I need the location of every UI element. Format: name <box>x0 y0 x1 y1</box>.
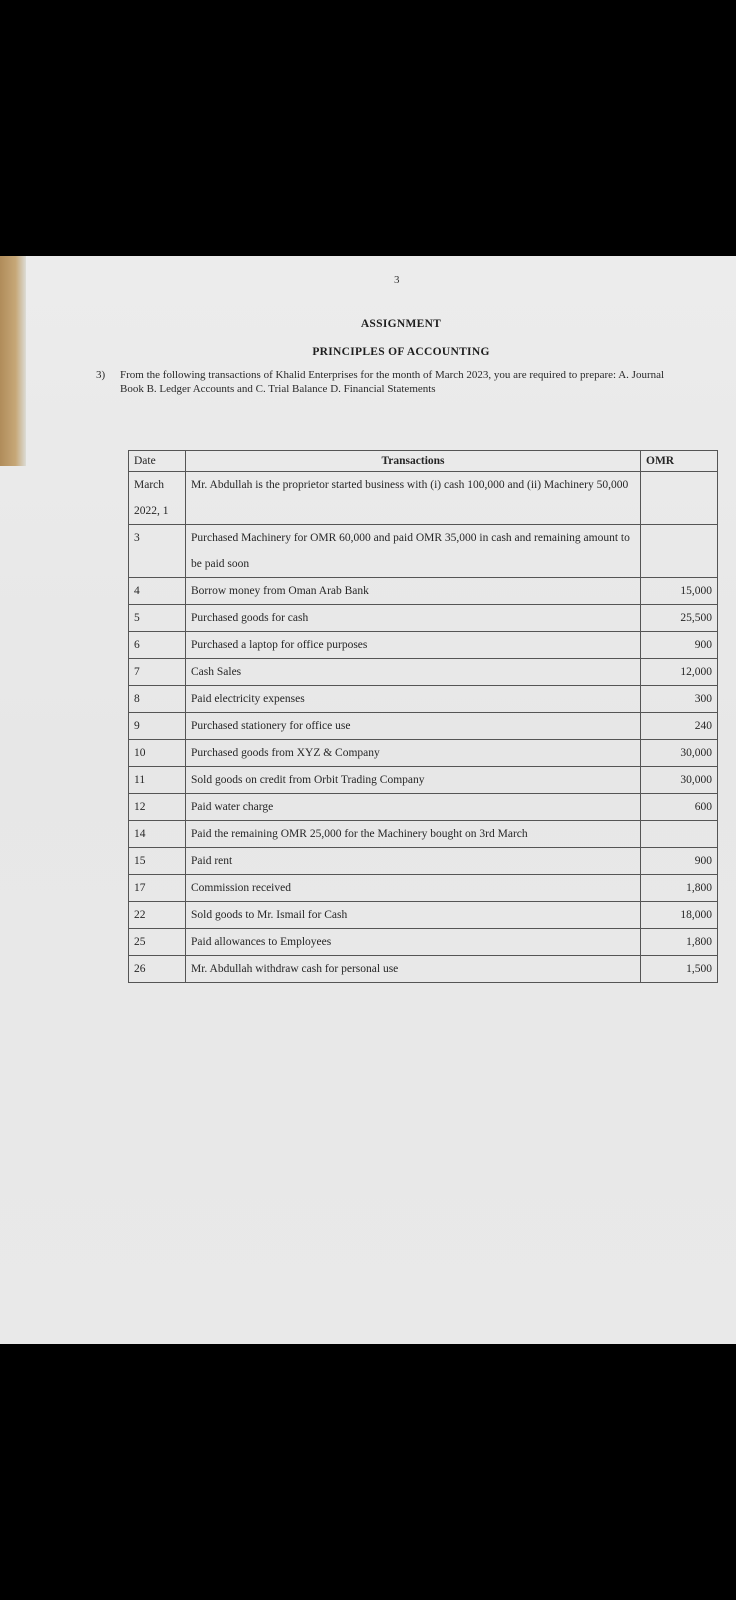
row-date: March 2022, 1 <box>129 472 186 525</box>
row-amount: 1,800 <box>641 875 718 902</box>
assignment-page <box>0 256 736 1344</box>
row-description: Purchased goods from XYZ & Company <box>186 740 641 767</box>
table-row <box>129 821 718 848</box>
row-description: Sold goods to Mr. Ismail for Cash <box>186 902 641 929</box>
row-description: Paid electricity expenses <box>186 686 641 713</box>
row-date: 14 <box>129 821 186 848</box>
table-row <box>129 794 718 821</box>
transactions-table <box>128 450 718 983</box>
row-date: 15 <box>129 848 186 875</box>
row-description: Purchased a laptop for office purposes <box>186 632 641 659</box>
row-description: Sold goods on credit from Orbit Trading Company <box>186 767 641 794</box>
row-date: 7 <box>129 659 186 686</box>
question-number: 3) <box>96 369 106 381</box>
table-row <box>129 578 718 605</box>
amount-header: OMR <box>641 451 718 472</box>
row-amount: 15,000 <box>641 578 718 605</box>
row-amount: 30,000 <box>641 767 718 794</box>
table-row <box>129 659 718 686</box>
row-description: Purchased goods for cash <box>186 605 641 632</box>
table-row <box>129 848 718 875</box>
table-row <box>129 929 718 956</box>
row-description: Cash Sales <box>186 659 641 686</box>
row-description: Paid the remaining OMR 25,000 for the Machinery bought on 3rd March <box>186 821 641 848</box>
row-date: 12 <box>129 794 186 821</box>
row-date: 9 <box>129 713 186 740</box>
row-description: Mr. Abdullah is the proprietor started business with (i) cash 100,000 and (ii) Machinery 50,000 <box>186 472 641 525</box>
assignment-title: ASSIGNMENT <box>360 318 442 330</box>
row-amount: 12,000 <box>641 659 718 686</box>
row-date: 22 <box>129 902 186 929</box>
row-amount: 1,500 <box>641 956 718 983</box>
row-amount: 1,800 <box>641 929 718 956</box>
table-row <box>129 902 718 929</box>
table-row <box>129 956 718 983</box>
table-row <box>129 525 718 578</box>
row-amount <box>641 821 718 848</box>
row-amount <box>641 525 718 578</box>
row-description: Mr. Abdullah withdraw cash for personal use <box>186 956 641 983</box>
row-amount <box>641 472 718 525</box>
row-description: Paid allowances to Employees <box>186 929 641 956</box>
row-amount: 25,500 <box>641 605 718 632</box>
row-description: Borrow money from Oman Arab Bank <box>186 578 641 605</box>
row-description: Paid water charge <box>186 794 641 821</box>
row-date: 3 <box>129 525 186 578</box>
table-row <box>129 686 718 713</box>
row-date: 10 <box>129 740 186 767</box>
table-row <box>129 740 718 767</box>
row-amount: 900 <box>641 848 718 875</box>
row-amount: 300 <box>641 686 718 713</box>
question-text: From the following transactions of Khalid Enterprises for the month of March 2023, you are required to prepare: A. Journal Book B. Ledger Accounts and C. Trial Balance D. Financial Statements <box>120 369 665 395</box>
transactions-header: Transactions <box>186 451 641 472</box>
row-amount: 240 <box>641 713 718 740</box>
row-amount: 18,000 <box>641 902 718 929</box>
row-description: Purchased Machinery for OMR 60,000 and paid OMR 35,000 in cash and remaining amount to be paid soon <box>186 525 641 578</box>
row-date: 25 <box>129 929 186 956</box>
page-number: 3 <box>394 274 400 286</box>
table-header-row <box>129 451 718 472</box>
row-amount: 900 <box>641 632 718 659</box>
row-date: 11 <box>129 767 186 794</box>
row-date: 5 <box>129 605 186 632</box>
table-row <box>129 875 718 902</box>
desk-edge <box>0 256 26 466</box>
table-row <box>129 632 718 659</box>
date-header: Date <box>129 451 186 472</box>
table-row <box>129 767 718 794</box>
row-date: 6 <box>129 632 186 659</box>
row-date: 4 <box>129 578 186 605</box>
row-amount: 600 <box>641 794 718 821</box>
question-text-block <box>96 368 686 396</box>
table-row <box>129 605 718 632</box>
row-description: Purchased stationery for office use <box>186 713 641 740</box>
table-row <box>129 713 718 740</box>
row-date: 17 <box>129 875 186 902</box>
row-description: Commission received <box>186 875 641 902</box>
row-date: 26 <box>129 956 186 983</box>
course-title: PRINCIPLES OF ACCOUNTING <box>312 346 490 358</box>
table-row <box>129 472 718 525</box>
row-amount: 30,000 <box>641 740 718 767</box>
row-description: Paid rent <box>186 848 641 875</box>
transactions-body <box>129 472 718 983</box>
row-date: 8 <box>129 686 186 713</box>
